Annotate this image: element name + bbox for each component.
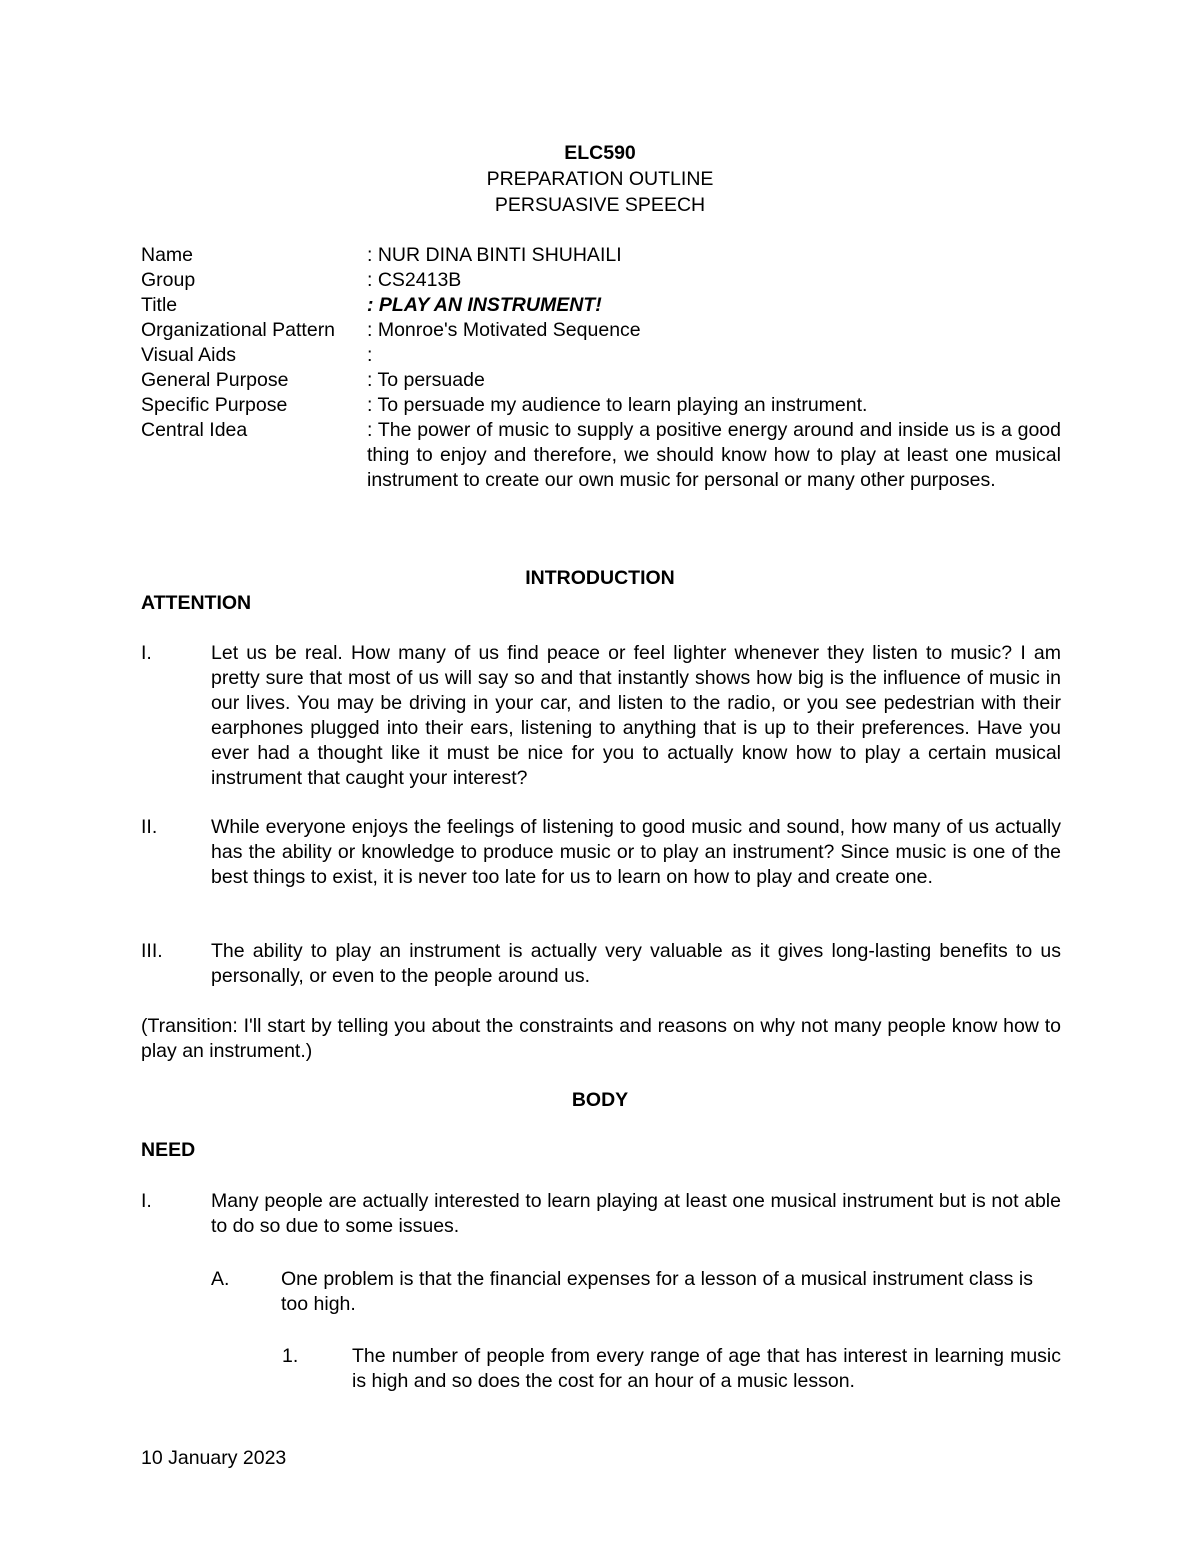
introduction-heading: INTRODUCTION xyxy=(525,567,675,589)
meta-label: General Purpose xyxy=(141,369,289,391)
meta-label: Name xyxy=(141,244,194,266)
course-code: ELC590 xyxy=(564,142,636,164)
attention-item-3 xyxy=(141,939,1061,989)
meta-value: : NUR DINA BINTI SHUHAILI xyxy=(367,244,622,266)
meta-label: Group xyxy=(141,269,196,291)
meta-table xyxy=(141,243,1061,493)
body-heading: BODY xyxy=(571,1089,629,1111)
footer-date: 10 January 2023 xyxy=(141,1447,287,1469)
item-text: While everyone enjoys the feelings of listening to good music and sound, how many of us actually has the ability or knowledge to produce music or to play an instrument? Since music is one of the best things to exist, it is never too late for us to learn on how to play and create one. xyxy=(211,816,1061,888)
item-text: The ability to play an instrument is actually very valuable as it gives long-lasting benefits to us personally, or even to the people around us. xyxy=(211,940,1061,987)
item-text: Let us be real. How many of us find peace or feel lighter whenever they listen to music? I am pretty sure that most of us will say so and that instantly shows how big is the influence of music in our lives. You may be driving in your car, and listen to the radio, or you see pedestrian with their earphones plugged into their ears, listening to anything that is up to their preferences. Have you ever had a thought like it must be nice for you to actually know how to play a certain musical instrument that caught your interest? xyxy=(211,642,1061,789)
meta-value: : Monroe's Motivated Sequence xyxy=(367,319,641,341)
item-number: I. xyxy=(141,1190,152,1212)
meta-label: Title xyxy=(141,294,178,316)
transition-text: (Transition: I'll start by telling you about the constraints and reasons on why not many people know how to play an instrument.) xyxy=(141,1015,1061,1062)
attention-item-1 xyxy=(141,641,1061,791)
meta-row-specific-purpose xyxy=(141,393,1061,418)
item-text: Many people are actually interested to learn playing at least one musical instrument but is not able to do so due to some issues. xyxy=(211,1190,1061,1237)
item-number: II. xyxy=(141,816,158,838)
attention-item-2 xyxy=(141,815,1061,890)
need-sub-sub-item-1 xyxy=(282,1344,1061,1394)
item-text: The number of people from every range of age that has interest in learning music is high and so does the cost for an hour of a music lesson. xyxy=(352,1345,1061,1392)
item-text: One problem is that the financial expenses for a lesson of a musical instrument class is too high. xyxy=(281,1268,1033,1315)
meta-label: Visual Aids xyxy=(141,344,237,366)
meta-value: : The power of music to supply a positive energy around and inside us is a good thing to enjoy and therefore, we should know how to play at least one musical instrument to create our own music for personal or many other purposes. xyxy=(367,419,1061,491)
meta-value: : To persuade my audience to learn playing an instrument. xyxy=(367,394,868,416)
meta-row-group xyxy=(141,268,1061,293)
need-item-1 xyxy=(141,1189,1061,1239)
meta-row-visual-aids xyxy=(141,343,1061,368)
speech-type: PERSUASIVE SPEECH xyxy=(494,194,706,216)
meta-value: : PLAY AN INSTRUMENT! xyxy=(367,294,602,316)
meta-row-title xyxy=(141,293,1061,318)
meta-label: Specific Purpose xyxy=(141,394,288,416)
meta-row-general-purpose xyxy=(141,368,1061,393)
outline-title: PREPARATION OUTLINE xyxy=(486,168,714,190)
item-number: I. xyxy=(141,642,152,664)
meta-row-pattern xyxy=(141,318,1061,343)
meta-value: : To persuade xyxy=(367,369,485,391)
need-sub-item-a xyxy=(211,1267,1061,1317)
meta-label: Organizational Pattern xyxy=(141,319,336,341)
item-letter: A. xyxy=(211,1268,230,1290)
meta-value: : CS2413B xyxy=(367,269,462,291)
meta-row-central-idea xyxy=(141,418,1061,493)
meta-label: Central Idea xyxy=(141,419,248,441)
item-number: 1. xyxy=(282,1345,299,1367)
meta-row-name xyxy=(141,243,1061,268)
attention-heading: ATTENTION xyxy=(141,592,252,614)
meta-value: : xyxy=(367,344,373,366)
item-number: III. xyxy=(141,940,163,962)
need-heading: NEED xyxy=(141,1139,196,1161)
